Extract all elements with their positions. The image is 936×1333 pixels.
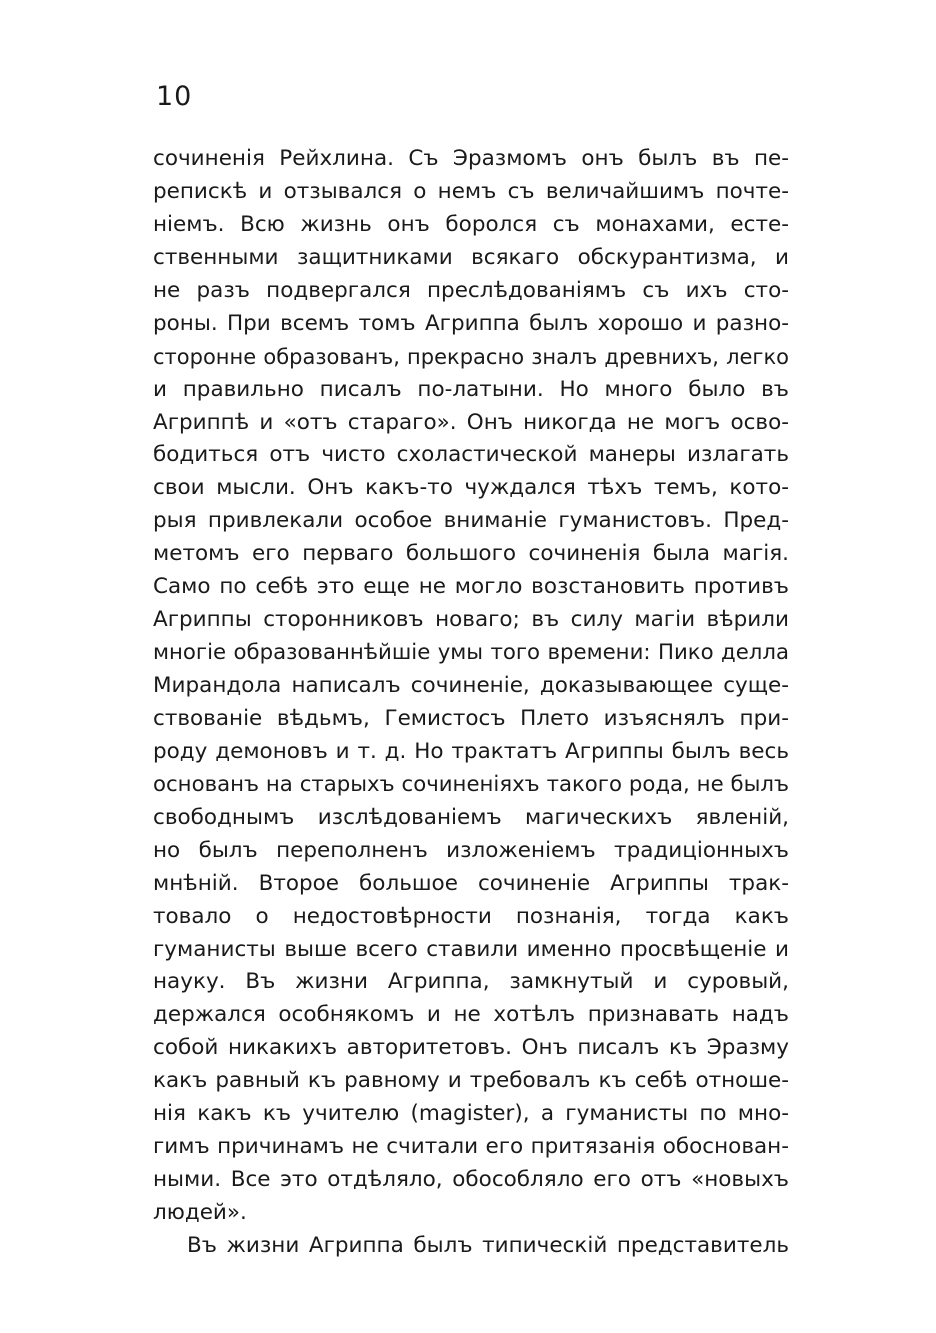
text-line: гимъ причинамъ не считали его притязанія обоснован- (153, 1134, 789, 1160)
text-line: ніемъ. Всю жизнь онъ боролся съ монахами, есте- (153, 211, 789, 237)
text-line-paragraph-start: Въ жизни Агриппа былъ типическій представитель (187, 1232, 789, 1258)
text-line: сочиненія Рейхлина. Съ Эразмомъ онъ былъ въ пе- (153, 146, 789, 171)
text-line: и правильно писалъ по-латыни. Но много было въ (153, 376, 789, 402)
text-line: но былъ переполненъ изложеніемъ традиціонныхъ (153, 837, 789, 863)
text-line: основанъ на старыхъ сочиненіяхъ такого рода, не былъ (153, 771, 789, 797)
text-line-paragraph-end: людей». (153, 1200, 247, 1225)
text-line: свободнымъ изслѣдованіемъ магическихъ явленій, (153, 804, 789, 830)
body-text (153, 143, 789, 1263)
text-line: ственными защитниками всякаго обскурантизма, и (153, 244, 789, 270)
text-line: сторонне образованъ, прекрасно зналъ древнихъ, легко (153, 344, 789, 369)
text-line: ными. Все это отдѣляло, обособляло его отъ «новыхъ (153, 1167, 789, 1193)
text-line: товало о недостовѣрности познанія, тогда какъ (153, 903, 789, 929)
page-number: 10 (156, 81, 193, 112)
text-line: не разъ подвергался преслѣдованіямъ съ ихъ сто- (153, 277, 789, 303)
text-line: Само по себѣ это еще не могло возстановить противъ (153, 574, 789, 600)
text-line: свои мысли. Онъ какъ-то чуждался тѣхъ темъ, кото- (153, 475, 789, 501)
text-line: гуманисты выше всего ставили именно просвѣщеніе и (153, 936, 789, 962)
text-line: Агриппѣ и «отъ стараго». Онъ никогда не могъ осво- (153, 409, 789, 435)
text-line: рыя привлекали особое вниманіе гуманистовъ. Пред- (153, 508, 789, 534)
text-line: какъ равный къ равному и требовалъ къ себѣ отноше- (153, 1068, 789, 1094)
text-line: метомъ его перваго большого сочиненія была магія. (153, 541, 789, 567)
text-line: репискѣ и отзывался о немъ съ величайшимъ почте- (153, 178, 789, 204)
text-line: роны. При всемъ томъ Агриппа былъ хорошо и разно- (153, 310, 789, 336)
text-line: ствованіе вѣдьмъ, Гемистосъ Плето изъяснялъ при- (153, 705, 789, 731)
text-line: держался особнякомъ и не хотѣлъ признавать надъ (153, 1002, 789, 1028)
text-line: науку. Въ жизни Агриппа, замкнутый и суровый, (153, 969, 789, 995)
text-line: Агриппы сторонниковъ новаго; въ силу магіи вѣрили (153, 607, 789, 633)
text-line: бодиться отъ чисто схоластической манеры излагать (153, 442, 789, 468)
text-line: роду демоновъ и т. д. Но трактатъ Агриппы былъ весь (153, 738, 789, 764)
text-line: мнѣній. Второе большое сочиненіе Агриппы трак- (153, 870, 789, 896)
text-line: Мирандола написалъ сочиненіе, доказывающее суще- (153, 673, 789, 698)
text-line: нія какъ къ учителю (magister), а гуманисты по мно- (153, 1101, 789, 1127)
text-line: многіе образованнѣйшіе умы того времени: Пико делла (153, 640, 789, 666)
text-line: собой никакихъ авторитетовъ. Онъ писалъ къ Эразму (153, 1035, 789, 1061)
